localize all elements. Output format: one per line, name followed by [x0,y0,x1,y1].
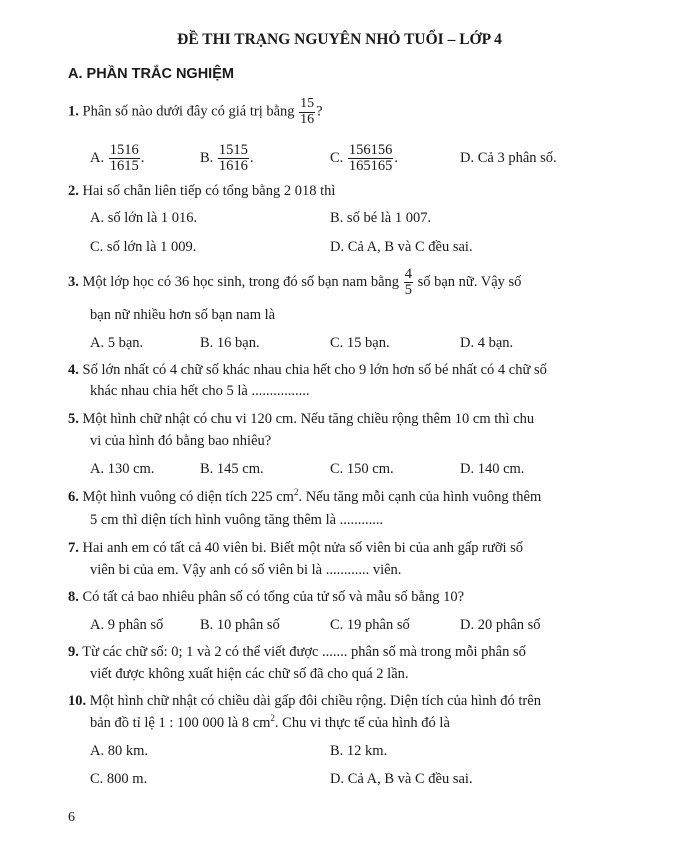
question-text-line2: 5 cm thì diện tích hình vuông tăng thêm là ............ [90,512,384,528]
question-10: 10. Một hình chữ nhật có chiều dài gấp đôi chiều rộng. Diện tích của hình đó trên [68,693,541,709]
page-title: ĐỀ THI TRẠNG NGUYÊN NHỎ TUỔI – LỚP 4 [177,31,502,48]
question-3: 3. Một lớp học có 36 học sinh, trong đó số bạn nam bằng $\frac{4}{5}$ số bạn nữ. Vậy số [68,266,522,299]
fraction: $\frac{1516}{1615}$ [109,142,139,175]
option-a: A. $\frac{1516}{1615}$ . [90,142,145,175]
option-b: B. 16 bạn. [200,335,260,351]
question-2 [68,183,335,200]
option-b: B. 10 phân số [200,617,280,633]
question-text-line2: viên bi của em. Vậy anh có số viên bi là ............ viên. [90,562,402,578]
option-b: B. 12 km. [330,743,388,759]
option-d: D. 140 cm. [460,461,525,477]
option-c: C. 800 m. [90,771,148,787]
option-a: A. 80 km. [90,743,148,759]
fraction: $\frac{15}{16}$ [300,96,315,127]
option-b: B. $\frac{1515}{1616}$ . [200,142,254,175]
question-text-line2: vi của hình đó bằng bao nhiêu? [90,433,272,449]
option-c: C. số lớn là 1 009. [90,239,197,255]
option-c: C. 19 phân số [330,617,410,633]
question-number: 3. [68,274,79,291]
option-c: C. 150 cm. [330,461,394,477]
question-text-line2: viết được không xuất hiện các chữ số đã cho quá 2 lần. [90,666,409,682]
question-text: Hai số chẵn liên tiếp có tổng bằng 2 018 thì [82,183,336,199]
option-d: D. Cả 3 phân số. [460,150,557,166]
option-d: D. 4 bạn. [460,335,514,351]
question-6: 6. Một hình vuông có diện tích 225 $cm^2$. Nếu tăng mỗi cạnh của hình vuông thêm [68,487,542,505]
option-d: D. 20 phân số [460,617,541,633]
section-heading: A. PHẦN TRẮC NGHIỆM [68,66,234,82]
question-7: 7. Hai anh em có tất cả 40 viên bi. Biết một nửa số viên bi của anh gấp rưỡi số [68,540,524,556]
question-9: 9. Từ các chữ số: 0; 1 và 2 có thể viết được ....... phân số mà trong mỗi phân số [68,644,526,660]
option-d: D. Cả A, B và C đều sai. [330,239,473,255]
question-number: 10. [68,693,87,709]
option-a: A. 130 cm. [90,461,155,477]
option-c: C. $\frac{156156}{165165}$ . [330,142,399,175]
question-4: 4. Số lớn nhất có 4 chữ số khác nhau chia hết cho 9 lớn hơn số bé nhất có 4 chữ số [68,362,547,378]
question-number: 8. [68,589,79,605]
option-a: A. 5 bạn. [90,335,144,351]
option-c: C. 15 bạn. [330,335,390,351]
question-8: 8. Có tất cả bao nhiêu phân số có tổng của tử số và mẫu số bằng 10? [68,589,465,605]
fraction: $\frac{156156}{165165}$ [348,142,393,175]
fraction: $\frac{4}{5}$ [404,266,412,299]
question-number: 1. [68,103,79,120]
page-number: 6 [68,810,75,825]
question-number: 2. [68,183,79,199]
question-text: Phân số nào dưới đây có giá trị bằng [82,103,295,120]
question-number: 4. [68,362,79,378]
question-text-line2: bản đồ tỉ lệ 1 : 100 000 là 8 $cm^2$. Chu vi thực tế của hình đó là [90,713,450,731]
question-text-line2: bạn nữ nhiều hơn số bạn nam là [90,307,276,323]
fraction: $\frac{1515}{1616}$ [218,142,248,175]
option-d: D. Cả A, B và C đều sai. [330,771,473,787]
question-1: 1. Phân số nào dưới đây có giá trị bằng $\frac{15}{16}$ ? [68,96,323,127]
question-text-line2: khác nhau chia hết cho 5 là ................ [90,383,310,399]
question-number: 6. [68,489,79,505]
question-number: 9. [68,644,79,660]
option-b: B. số bé là 1 007. [330,210,432,226]
question-5: 5. Một hình chữ nhật có chu vi 120 cm. Nếu tăng chiều rộng thêm 10 cm thì chu [68,411,535,427]
question-number: 5. [68,411,79,427]
question-number: 7. [68,540,79,556]
option-a: A. số lớn là 1 016. [90,210,198,226]
option-b: B. 145 cm. [200,461,264,477]
option-a: A. 9 phân số [90,617,164,633]
